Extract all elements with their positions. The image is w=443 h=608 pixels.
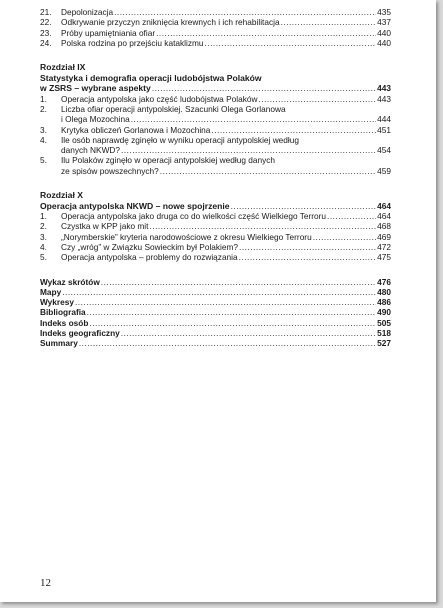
- leader-dots: [121, 328, 376, 338]
- leader-dots: [75, 297, 376, 307]
- back-matter-entry[interactable]: [40, 307, 391, 317]
- leader-dots: [211, 125, 376, 135]
- chapter-title-row[interactable]: [40, 83, 391, 94]
- entry-title: Operacja antypolska – problemy do rozwiązania: [61, 252, 238, 263]
- entry-title: Indeks geograficzny: [40, 328, 120, 339]
- leader-dots: [149, 221, 376, 231]
- entry-number: 1.: [40, 211, 47, 222]
- chapter-page: 443: [377, 83, 391, 94]
- toc-section-top: [40, 7, 391, 48]
- entry-page: 480: [377, 286, 391, 297]
- entry-page: 454: [377, 145, 391, 156]
- leader-dots: [121, 145, 376, 155]
- back-matter-entry[interactable]: [40, 297, 391, 307]
- chapter-title-row[interactable]: [40, 201, 391, 212]
- toc-entry[interactable]: [40, 135, 391, 156]
- toc-entry[interactable]: [40, 94, 391, 104]
- entry-title: Operacja antypolska jako część ludobójstwa Polaków: [61, 93, 258, 104]
- leader-dots: [327, 211, 376, 221]
- entry-number: 1.: [40, 93, 47, 104]
- entry-title-cont: i Olega Mozochina: [61, 114, 130, 125]
- leader-dots: [156, 28, 376, 38]
- entry-title: Ile osób naprawdę zginęło w wyniku operacji antypolskiej według: [61, 134, 299, 145]
- page-number: 12: [40, 577, 51, 589]
- entry-page: 443: [377, 93, 391, 104]
- entry-page: 444: [377, 114, 391, 125]
- entry-page: 437: [377, 17, 391, 28]
- leader-dots: [62, 287, 376, 297]
- leader-dots: [281, 17, 377, 27]
- leader-dots: [152, 83, 376, 93]
- entry-number: 2.: [40, 103, 47, 114]
- leader-dots: [79, 338, 376, 348]
- chapter-title: Operacja antypolska NKWD – nowe spojrzenie: [40, 200, 230, 211]
- leader-dots: [160, 166, 376, 176]
- entry-page: 440: [377, 27, 391, 38]
- entry-number: 5.: [40, 155, 47, 166]
- entry-number: 22.: [40, 17, 52, 28]
- entry-page: 527: [377, 338, 391, 349]
- entry-title: Operacja antypolska jako druga co do wielkości część Wielkiego Terroru: [61, 211, 327, 222]
- leader-dots: [239, 252, 377, 262]
- entry-title-cont: danych NKWD?: [61, 145, 121, 156]
- toc-entry[interactable]: [40, 125, 391, 135]
- entry-title: Wykresy: [40, 297, 74, 308]
- toc-entry[interactable]: [40, 252, 391, 262]
- toc-entry[interactable]: [40, 28, 391, 38]
- leader-dots: [258, 94, 376, 104]
- back-matter-entry[interactable]: [40, 328, 391, 338]
- leader-dots: [101, 277, 376, 287]
- back-matter-entry[interactable]: [40, 287, 391, 297]
- leader-dots: [205, 38, 377, 48]
- leader-dots: [231, 201, 377, 211]
- entry-title: Summary: [40, 338, 78, 349]
- entry-page: 472: [377, 241, 391, 252]
- entry-title: Depolonizacja: [61, 7, 114, 17]
- leader-dots: [114, 7, 376, 17]
- entry-page: 475: [377, 252, 391, 263]
- toc-entry[interactable]: [40, 155, 391, 176]
- toc-entry[interactable]: [40, 38, 391, 48]
- entry-page: 518: [377, 328, 391, 339]
- toc-entry[interactable]: [40, 232, 391, 242]
- entry-number: 21.: [40, 7, 52, 17]
- entry-page: 440: [377, 37, 391, 48]
- leader-dots: [89, 318, 376, 328]
- entry-title: Liczba ofiar operacji antypolskiej. Szacunki Olega Gorlanowa: [61, 103, 286, 114]
- entry-number: 23.: [40, 27, 52, 38]
- chapter-title[interactable]: Statystyka i demografia operacji ludobójstwa Polaków: [40, 72, 262, 83]
- entry-page: 435: [377, 7, 391, 17]
- entry-page: 486: [377, 297, 391, 308]
- entry-page: 469: [377, 231, 391, 242]
- entry-title: Wykaz skrótów: [40, 276, 100, 287]
- entry-title: Mapy: [40, 286, 62, 297]
- entry-number: 4.: [40, 134, 47, 145]
- entry-title: Bibliografia: [40, 307, 86, 318]
- toc-entry[interactable]: [40, 7, 391, 17]
- entry-title: Czystka w KPP jako mit: [61, 221, 149, 232]
- toc-entry[interactable]: [40, 104, 391, 125]
- entry-title: Ilu Polaków zginęło w operacji antypolskiej według danych: [61, 155, 275, 166]
- entry-title: Krytyka obliczeń Gorlanowa i Mozochina: [61, 124, 211, 135]
- back-matter-entry[interactable]: [40, 277, 391, 287]
- entry-title: „Norymberskie” kryteria narodowościowe z okresu Wielkiego Terroru: [61, 231, 312, 242]
- toc-entry[interactable]: [40, 221, 391, 231]
- entry-title: Próby upamiętniania ofiar: [61, 27, 156, 38]
- entry-page: 459: [377, 165, 391, 176]
- toc-chapter-9: [40, 62, 391, 176]
- toc-chapter-10: [40, 190, 391, 262]
- entry-title: Odkrywanie przyczyn zniknięcia krewnych i ich rehabilitacja: [61, 17, 280, 28]
- leader-dots: [313, 232, 376, 242]
- entry-page: 451: [377, 124, 391, 135]
- entry-number: 5.: [40, 252, 47, 263]
- leader-dots: [131, 114, 376, 124]
- chapter-heading: Rozdział IX: [40, 62, 86, 73]
- toc-entry[interactable]: [40, 17, 391, 27]
- chapter-title-line: w ZSRS – wybrane aspekty: [40, 83, 151, 94]
- toc-entry[interactable]: [40, 211, 391, 221]
- leader-dots: [87, 307, 377, 317]
- leader-dots: [239, 242, 376, 252]
- entry-page: 505: [377, 317, 391, 328]
- entry-title-cont: ze spisów powszechnych?: [61, 165, 159, 176]
- chapter-page: 464: [377, 200, 391, 211]
- entry-title: Polska rodzina po przejściu kataklizmu: [61, 37, 204, 48]
- table-of-contents: [40, 7, 391, 349]
- toc-entry[interactable]: [40, 242, 391, 252]
- entry-page: 476: [377, 276, 391, 287]
- entry-number: 24.: [40, 37, 52, 48]
- entry-title: Czy „wróg” w Związku Sowieckim był Polakiem?: [61, 241, 239, 252]
- entry-page: 490: [377, 307, 391, 318]
- entry-number: 2.: [40, 221, 47, 232]
- chapter-heading: Rozdział X: [40, 190, 83, 201]
- toc-back-matter: [40, 277, 391, 349]
- entry-number: 3.: [40, 231, 47, 242]
- entry-title: Indeks osób: [40, 317, 89, 328]
- entry-page: 464: [377, 211, 391, 222]
- entry-page: 468: [377, 221, 391, 232]
- entry-number: 3.: [40, 124, 47, 135]
- back-matter-entry[interactable]: [40, 318, 391, 328]
- entry-number: 4.: [40, 241, 47, 252]
- back-matter-entry[interactable]: [40, 338, 391, 348]
